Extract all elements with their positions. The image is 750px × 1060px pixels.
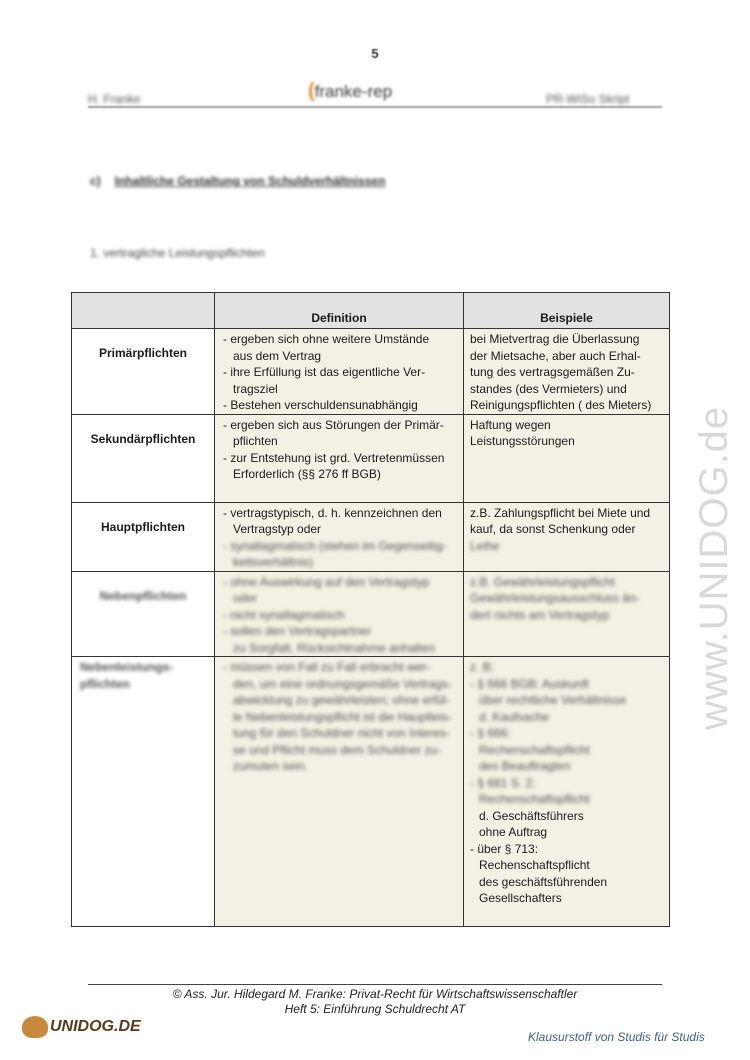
definition-cell-line: - zur Entstehung ist grd. Vertretenmüssen [223, 450, 445, 465]
definition-cell-line: - ohne Auswirkung auf den Vertragstyp [223, 574, 430, 589]
table-row [72, 502, 670, 571]
beispiele-cell-line: z.B. Zahlungspflicht bei Miete und [470, 505, 651, 520]
row-label [72, 571, 215, 657]
definition-cell-line: - müssen von Fall zu Fall erbracht wer- [223, 660, 431, 674]
definition-cell-line: pflichten [233, 434, 278, 448]
beispiele-cell-line: z.B. Gewährleistungspflicht [470, 574, 615, 589]
footer-copyright: © Ass. Jur. Hildegard M. Franke: Privat-Recht für Wirtschaftswissenschaftler [172, 987, 578, 1001]
definition-cell-line: den, um eine ordnungsgemäße Vertrags- [233, 676, 452, 691]
table-row [72, 571, 670, 657]
definition-cell-line: se und Pflicht muss dem Schuldner zu- [233, 742, 442, 757]
beispiele-cell [464, 571, 670, 657]
brand-text: UNIDOG.DE [50, 1018, 141, 1036]
definition-cell-line: tung für den Schuldner nicht von Interes- [233, 726, 450, 740]
footer-issue: Heft 5: Einführung Schuldrecht AT [284, 1002, 466, 1016]
logo-swirl-icon: ( [308, 80, 315, 102]
beispiele-cell [464, 329, 670, 415]
row-label [72, 502, 215, 571]
beispiele-cell-line: Gewährleistungsausschluss än- [470, 591, 640, 605]
definition-cell-line: - vertragstypisch, d. h. kennzeichnen den [223, 505, 442, 520]
definition-cell-line: - synallagmatisch (stehen im Gegenseitig- [223, 538, 447, 553]
footer-divider [88, 984, 662, 985]
definition-cell [215, 502, 464, 571]
beispiele-cell-line: Reinigungspflichten ( des Mieters) [470, 398, 652, 412]
row-label-line: Primärpflichten [98, 346, 188, 360]
header-cell-blank [72, 293, 215, 329]
definition-cell-line: - sollen den Vertragspartner [223, 624, 372, 638]
header-logo [308, 80, 392, 103]
definition-cell-line: tragsziel [233, 381, 278, 396]
beispiele-cell [464, 502, 670, 571]
beispiele-cell-line: tung des vertragsgemäßen Zu- [470, 365, 635, 379]
beispiele-cell-line: Rechenschaftspflicht [479, 742, 590, 757]
brand-logo [22, 1016, 141, 1038]
definition-cell [215, 329, 464, 415]
section-heading [90, 174, 385, 188]
definition-cell-line: - ergeben sich ohne weitere Umstände [223, 332, 430, 346]
beispiele-cell-line: Leihe [470, 538, 500, 553]
dog-mascot-icon [22, 1016, 48, 1038]
beispiele-cell-line: - über § 713: [470, 841, 539, 856]
definition-cell-line: keitsverhältnis) [233, 555, 314, 569]
row-label-line: pflichten [80, 676, 130, 691]
beispiele-cell-line: Leistungsstörungen [470, 434, 575, 448]
definition-cell-line: abwicklung zu gewährleisten; ohne erfül- [233, 693, 450, 707]
table-header-row [72, 293, 670, 329]
header-cell-definition: Definition [215, 293, 464, 329]
watermark [688, 290, 736, 730]
definition-cell-line: - ihre Erfüllung ist das eigentliche Ver- [223, 365, 426, 379]
footer-tagline: Klausurstoff von Studis für Studis [528, 1030, 705, 1044]
beispiele-cell-line: - § 666: [470, 726, 511, 740]
definition-cell [215, 657, 464, 927]
sub-heading: 1. vertragliche Leistungspflichten [90, 246, 265, 260]
beispiele-cell [464, 414, 670, 502]
definition-cell-line: oder [233, 591, 258, 605]
definition-cell [215, 414, 464, 502]
beispiele-cell-line: Rechenschaftspflicht [479, 792, 590, 806]
page-number: 5 [371, 46, 379, 61]
definition-cell-line: - ergeben sich aus Störungen der Primär- [223, 417, 444, 432]
beispiele-cell-line: kauf, da sonst Schenkung oder [470, 522, 636, 536]
table-row [72, 657, 670, 927]
watermark-text: www.UNIDOG.de [692, 405, 736, 730]
header-divider [88, 106, 662, 108]
definition-cell-line: - Bestehen verschuldensunabhängig [223, 398, 418, 412]
beispiele-cell-line: der Mietsache, aber auch Erhal- [470, 348, 641, 363]
beispiele-cell-line: des Beauftragten [479, 759, 571, 773]
beispiele-cell-line: Rechenschaftspflicht [479, 858, 590, 872]
definition-cell-line: aus dem Vertrag [233, 348, 322, 363]
definition-cell-line: zumuten sein. [233, 759, 308, 773]
section-title: Inhaltliche Gestaltung von Schuldverhältnissen [114, 174, 386, 188]
beispiele-cell-line: Haftung wegen [470, 417, 551, 432]
obligations-table [71, 292, 670, 927]
header-author: H. Franke [88, 92, 141, 106]
definition-cell-line: zu Sorgfalt, Rücksichtnahme anhalten [233, 640, 436, 655]
definition-cell-line: Vertragstyp oder [233, 522, 322, 536]
beispiele-cell-line: über rechtliche Verhältnisse [479, 693, 627, 707]
definition-cell-line: Erforderlich (§§ 276 ff BGB) [233, 467, 381, 481]
logo-text: franke-rep [314, 82, 393, 101]
row-label [72, 657, 215, 927]
beispiele-cell-line: ohne Auftrag [479, 825, 548, 839]
header-cell-beispiele: Beispiele [464, 293, 670, 329]
definition-cell-line: - nicht synallagmatisch [223, 607, 345, 622]
table-row [72, 414, 670, 502]
beispiele-cell-line: - § 681 S. 2: [470, 775, 536, 790]
row-label [72, 414, 215, 502]
table-row [72, 329, 670, 415]
row-label [72, 329, 215, 415]
row-label-line: Hauptpflichten [101, 519, 185, 534]
beispiele-cell-line: - § 666 BGB: Auskunft [470, 676, 589, 691]
definition-cell [215, 571, 464, 657]
beispiele-cell-line: standes (des Vermieters) und [470, 381, 627, 396]
beispiele-cell-line: z. B: [470, 660, 495, 674]
beispiele-cell-line: dert nichts am Vertragstyp [470, 607, 610, 622]
definition-cell-line: le Nebenleistungspflicht ist die Hauptleis- [233, 709, 452, 724]
beispiele-cell-line: Gesellschafters [479, 891, 562, 905]
beispiele-cell-line: d. Kaufsache [479, 709, 550, 724]
row-label-line: Nebenpflichten [99, 588, 187, 603]
beispiele-cell-line: d. Geschäftsführers [479, 808, 584, 823]
row-label-line: Sekundärpflichten [90, 431, 196, 446]
row-label-line: Nebenleistungs- [80, 660, 174, 674]
beispiele-cell-line: des geschäftsführenden [479, 874, 608, 889]
header-course: PR-WiSo Skript [546, 92, 630, 106]
beispiele-cell [464, 657, 670, 927]
section-number: c) [90, 174, 101, 188]
beispiele-cell-line: bei Mietvertrag die Überlassung [470, 332, 640, 346]
